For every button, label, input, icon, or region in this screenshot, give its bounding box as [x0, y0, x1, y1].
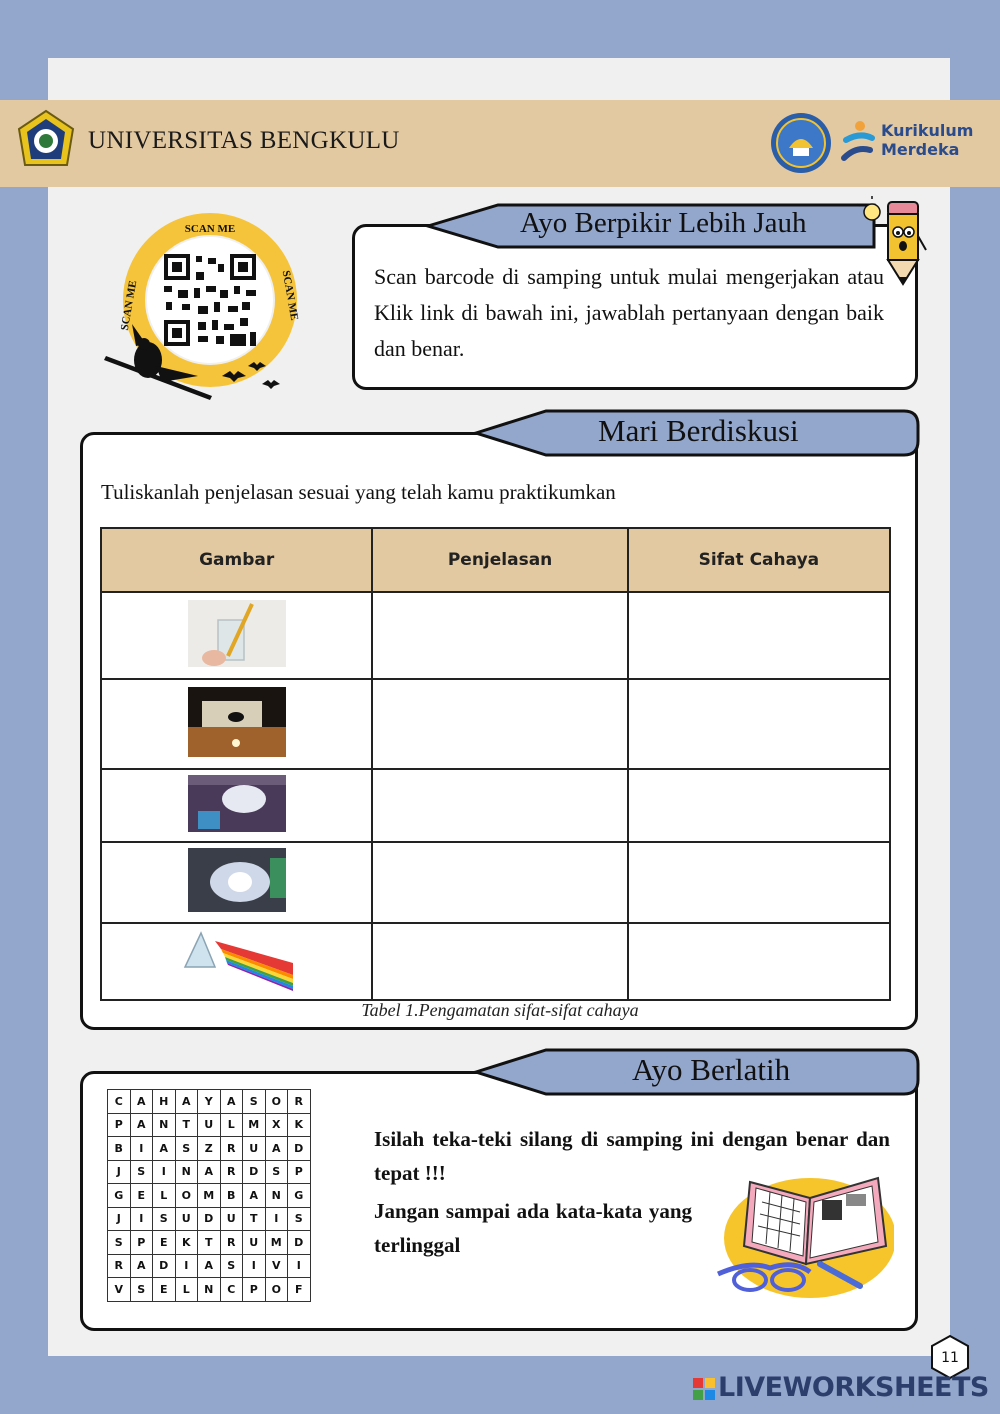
grid-cell[interactable]: G: [108, 1184, 131, 1208]
grid-cell[interactable]: S: [288, 1207, 311, 1231]
column-header-penjelasan: Penjelasan: [372, 528, 627, 592]
grid-cell[interactable]: O: [175, 1184, 198, 1208]
sifat-cahaya-cell[interactable]: [628, 923, 890, 1000]
kemendikbud-logo: [769, 112, 833, 174]
page-number: 11: [941, 1350, 959, 1366]
grid-cell[interactable]: S: [130, 1160, 153, 1184]
grid-row: [108, 1254, 311, 1278]
header-bar: [0, 100, 1000, 187]
grid-cell[interactable]: N: [153, 1113, 176, 1137]
scan-me-right-text: SCAN ME: [279, 269, 301, 322]
liveworksheets-logo-icon: [693, 1378, 715, 1400]
grid-cell[interactable]: A: [198, 1254, 221, 1278]
observation-table: [100, 527, 891, 1001]
grid-cell[interactable]: P: [288, 1160, 311, 1184]
table-row: [101, 923, 890, 1000]
grid-cell[interactable]: T: [243, 1207, 266, 1231]
grid-cell[interactable]: D: [288, 1137, 311, 1161]
grid-cell[interactable]: L: [220, 1113, 243, 1137]
grid-cell[interactable]: A: [130, 1113, 153, 1137]
table-row: [101, 769, 890, 842]
grid-cell[interactable]: S: [108, 1231, 131, 1255]
grid-cell[interactable]: U: [198, 1113, 221, 1137]
university-name: UNIVERSITAS BENGKULU: [88, 127, 400, 154]
practice-title: Ayo Berlatih: [632, 1052, 791, 1087]
grid-cell[interactable]: P: [130, 1231, 153, 1255]
discussion-instruction: Tuliskanlah penjelasan sesuai yang telah kamu praktikumkan: [101, 480, 616, 504]
scan-me-left-text: SCAN ME: [118, 279, 140, 332]
kurikulum-label: Kurikulum: [881, 121, 974, 140]
scan-me-qr-badge[interactable]: [102, 206, 302, 411]
grid-cell[interactable]: Y: [198, 1090, 221, 1114]
grid-cell[interactable]: N: [198, 1278, 221, 1302]
grid-cell[interactable]: C: [220, 1278, 243, 1302]
grid-cell[interactable]: I: [265, 1207, 288, 1231]
discussion-title: Mari Berdiskusi: [598, 413, 799, 448]
practice-instruction-1: Isilah teka-teki silang di samping ini dengan benar dan tepat !!!: [374, 1127, 890, 1185]
grid-cell[interactable]: A: [243, 1184, 266, 1208]
pencil-in-glass-photo: [188, 600, 286, 667]
grid-cell[interactable]: O: [265, 1278, 288, 1302]
penjelasan-cell[interactable]: [372, 769, 627, 842]
light-through-hole-photo: [188, 687, 286, 757]
grid-cell[interactable]: E: [153, 1231, 176, 1255]
grid-cell[interactable]: R: [108, 1254, 131, 1278]
light-through-water-photo: [188, 848, 286, 912]
grid-cell[interactable]: U: [243, 1137, 266, 1161]
grid-cell[interactable]: A: [265, 1137, 288, 1161]
column-header-gambar: Gambar: [101, 528, 372, 592]
university-logo: [15, 109, 77, 173]
sifat-cahaya-cell[interactable]: [628, 842, 890, 923]
grid-cell[interactable]: T: [175, 1113, 198, 1137]
grid-cell[interactable]: F: [288, 1278, 311, 1302]
grid-cell[interactable]: A: [198, 1160, 221, 1184]
mirror-reflection-photo: [188, 775, 286, 832]
grid-cell[interactable]: G: [288, 1184, 311, 1208]
grid-cell[interactable]: M: [265, 1231, 288, 1255]
grid-row: [108, 1137, 311, 1161]
grid-cell[interactable]: O: [265, 1090, 288, 1114]
liveworksheets-brand[interactable]: LIVEWORKSHEETS: [718, 1372, 989, 1403]
image-cell: [101, 679, 372, 769]
merdeka-label: Merdeka: [881, 140, 960, 159]
grid-cell[interactable]: E: [130, 1184, 153, 1208]
grid-cell[interactable]: S: [265, 1160, 288, 1184]
grid-cell[interactable]: D: [243, 1160, 266, 1184]
grid-cell[interactable]: M: [243, 1113, 266, 1137]
grid-cell[interactable]: R: [220, 1231, 243, 1255]
grid-row: [108, 1207, 311, 1231]
grid-cell[interactable]: I: [130, 1137, 153, 1161]
image-cell: [101, 842, 372, 923]
grid-row: [108, 1184, 311, 1208]
table-row: [101, 842, 890, 923]
grid-cell[interactable]: S: [153, 1207, 176, 1231]
grid-cell[interactable]: A: [153, 1137, 176, 1161]
grid-cell[interactable]: H: [153, 1090, 176, 1114]
grid-cell[interactable]: P: [243, 1278, 266, 1302]
grid-cell[interactable]: I: [288, 1254, 311, 1278]
grid-cell[interactable]: R: [288, 1090, 311, 1114]
grid-cell[interactable]: D: [198, 1207, 221, 1231]
grid-cell[interactable]: N: [265, 1184, 288, 1208]
column-header-sifat-cahaya: Sifat Cahaya: [628, 528, 890, 592]
grid-cell[interactable]: T: [198, 1231, 221, 1255]
grid-cell[interactable]: A: [220, 1090, 243, 1114]
grid-cell[interactable]: E: [153, 1278, 176, 1302]
grid-cell[interactable]: A: [175, 1090, 198, 1114]
penjelasan-cell[interactable]: [372, 923, 627, 1000]
grid-cell[interactable]: K: [288, 1113, 311, 1137]
kurikulum-merdeka-icon: [840, 120, 876, 168]
grid-cell[interactable]: D: [288, 1231, 311, 1255]
grid-row: [108, 1113, 311, 1137]
penjelasan-cell[interactable]: [372, 592, 627, 679]
grid-cell[interactable]: I: [130, 1207, 153, 1231]
scan-me-top-text: SCAN ME: [184, 223, 236, 235]
grid-cell[interactable]: A: [130, 1254, 153, 1278]
think-further-title: Ayo Berpikir Lebih Jauh: [520, 207, 807, 239]
grid-cell[interactable]: S: [130, 1278, 153, 1302]
grid-cell[interactable]: P: [108, 1113, 131, 1137]
grid-cell[interactable]: L: [175, 1278, 198, 1302]
grid-cell[interactable]: S: [175, 1137, 198, 1161]
grid-cell[interactable]: V: [265, 1254, 288, 1278]
table-caption: Tabel 1.Pengamatan sifat-sifat cahaya: [361, 1000, 639, 1020]
grid-cell[interactable]: A: [130, 1090, 153, 1114]
grid-cell[interactable]: I: [243, 1254, 266, 1278]
grid-cell[interactable]: K: [175, 1231, 198, 1255]
penjelasan-cell[interactable]: [372, 842, 627, 923]
word-search-grid[interactable]: [107, 1089, 311, 1302]
image-cell: [101, 769, 372, 842]
grid-cell[interactable]: J: [108, 1207, 131, 1231]
grid-cell[interactable]: M: [198, 1184, 221, 1208]
grid-cell[interactable]: L: [153, 1184, 176, 1208]
sifat-cahaya-cell[interactable]: [628, 769, 890, 842]
sifat-cahaya-cell[interactable]: [628, 679, 890, 769]
grid-cell[interactable]: B: [220, 1184, 243, 1208]
grid-cell[interactable]: I: [175, 1254, 198, 1278]
table-row: [101, 592, 890, 679]
grid-cell[interactable]: D: [153, 1254, 176, 1278]
grid-row: [108, 1231, 311, 1255]
grid-cell[interactable]: I: [153, 1160, 176, 1184]
grid-cell[interactable]: X: [265, 1113, 288, 1137]
grid-cell[interactable]: Z: [198, 1137, 221, 1161]
grid-cell[interactable]: J: [108, 1160, 131, 1184]
crossword-book-illustration: [710, 1164, 894, 1300]
grid-row: [108, 1278, 311, 1302]
practice-instruction-2: Jangan sampai ada kata-kata yang terlinggal: [374, 1199, 692, 1257]
grid-cell[interactable]: R: [220, 1137, 243, 1161]
penjelasan-cell[interactable]: [372, 679, 627, 769]
image-cell: [101, 923, 372, 1000]
table-row: [101, 679, 890, 769]
grid-cell[interactable]: U: [220, 1207, 243, 1231]
kurikulum-merdeka-label: [881, 121, 973, 159]
prism-rainbow-image: [181, 927, 293, 991]
grid-cell[interactable]: R: [220, 1160, 243, 1184]
grid-cell[interactable]: S: [220, 1254, 243, 1278]
grid-cell[interactable]: V: [108, 1278, 131, 1302]
grid-cell[interactable]: N: [175, 1160, 198, 1184]
think-further-text: Scan barcode di samping untuk mulai mengerjakan atau Klik link di bawah ini, jawablah pertanyaan dengan baik dan benar.: [374, 264, 884, 361]
grid-row: [108, 1160, 311, 1184]
grid-cell[interactable]: U: [175, 1207, 198, 1231]
grid-cell[interactable]: S: [243, 1090, 266, 1114]
image-cell: [101, 592, 372, 679]
grid-cell[interactable]: U: [243, 1231, 266, 1255]
grid-cell[interactable]: C: [108, 1090, 131, 1114]
grid-row: [108, 1090, 311, 1114]
grid-cell[interactable]: B: [108, 1137, 131, 1161]
sifat-cahaya-cell[interactable]: [628, 592, 890, 679]
